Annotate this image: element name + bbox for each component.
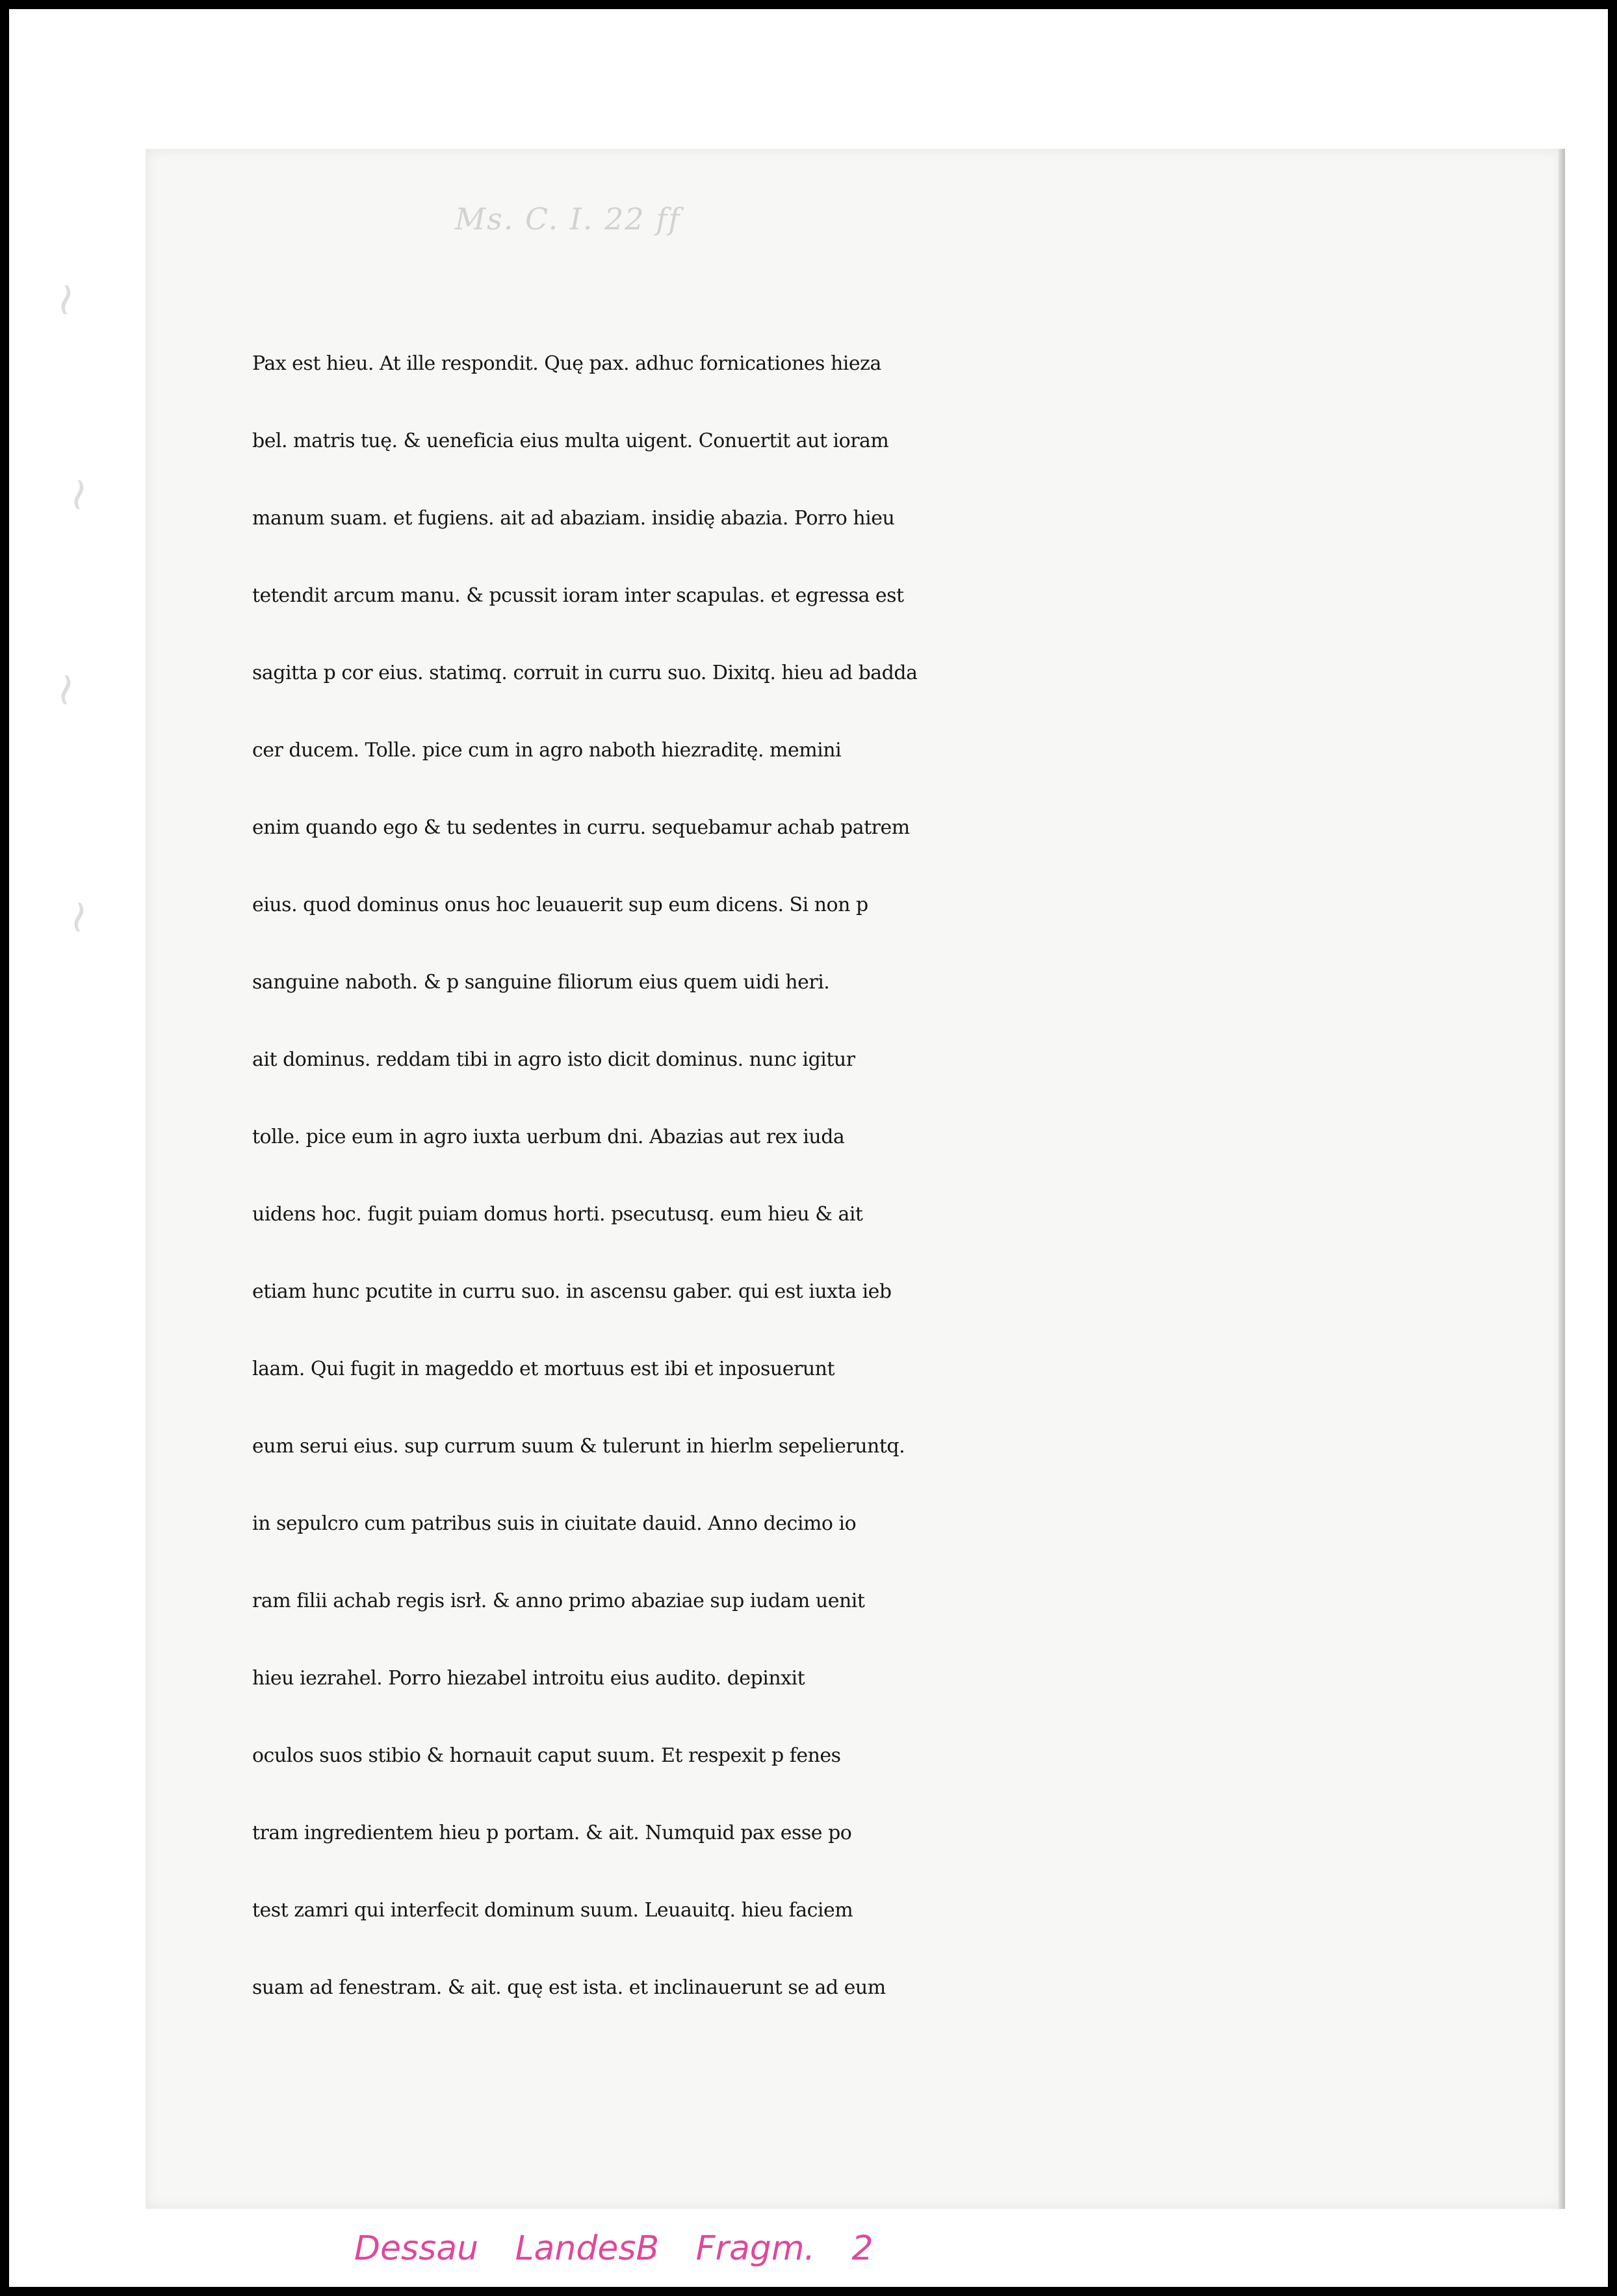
- manuscript-line: laam. Qui fugit in mageddo et mortuus est ibi et inposuerunt: [252, 1358, 835, 1380]
- manuscript-line: test zamri qui interfecit dominum suum. Leuauitq. hieu faciem: [252, 1899, 853, 1922]
- manuscript-line: sagitta p cor eius. statimq. corruit in curru suo. Dixitq. hieu ad badda: [252, 662, 918, 684]
- manuscript-text: [252, 325, 1572, 2026]
- manuscript-line: cer ducem. Tolle. pice cum in agro naboth hiezraditę. memini: [252, 739, 842, 762]
- manuscript-line: hieu iezrahel. Porro hiezabel introitu eius audito. depinxit: [252, 1667, 805, 1690]
- manuscript-line: sanguine naboth. & p sanguine filiorum eius quem uidi heri.: [252, 971, 830, 994]
- archive-annotation: Dessau LandesB Fragm. 2: [354, 2229, 873, 2268]
- manuscript-line: etiam hunc pcutite in curru suo. in ascensu gaber. qui est iuxta ieb: [252, 1280, 892, 1303]
- manuscript-line: Pax est hieu. At ille respondit. Quę pax. adhuc fornicationes hieza: [252, 352, 881, 375]
- manuscript-line: ram filii achab regis isrł. & anno primo abaziae sup iudam uenit: [252, 1590, 865, 1612]
- manuscript-line: manum suam. et fugiens. ait ad abaziam. insidię abazia. Porro hieu: [252, 507, 895, 530]
- manuscript-line: ait dominus. reddam tibi in agro isto dicit dominus. nunc igitur: [252, 1048, 855, 1071]
- manuscript-line: enim quando ego & tu sedentes in curru. sequebamur achab patrem: [252, 816, 910, 839]
- manuscript-line: eius. quod dominus onus hoc leuauerit sup eum dicens. Si non p: [252, 894, 868, 916]
- shelfmark: Ms. C. I. 22 ff: [455, 201, 681, 237]
- manuscript-line: suam ad fenestram. & ait. quę est ista. et inclinauerunt se ad eum: [252, 1976, 886, 1999]
- manuscript-line: bel. matris tuę. & ueneficia eius multa uigent. Conuertit aut ioram: [252, 430, 889, 452]
- manuscript-line: oculos suos stibio & hornauit caput suum. Et respexit p fenes: [252, 1744, 841, 1767]
- manuscript-line: uidens hoc. fugit puiam domus horti. psecutusq. eum hieu & ait: [252, 1203, 863, 1226]
- faded-marginalia: ~ ~ ~ ~: [34, 276, 107, 941]
- manuscript-line: in sepulcro cum patribus suis in ciuitate dauid. Anno decimo io: [252, 1512, 857, 1535]
- manuscript-line: eum serui eius. sup currum suum & tulerunt in hierlm sepelieruntq.: [252, 1435, 905, 1458]
- manuscript-line: tetendit arcum manu. & pcussit ioram inter scapulas. et egressa est: [252, 584, 904, 607]
- manuscript-line: tolle. pice eum in agro iuxta uerbum dni. Abazias aut rex iuda: [252, 1126, 845, 1148]
- manuscript-line: tram ingredientem hieu p portam. & ait. Numquid pax esse po: [252, 1822, 852, 1844]
